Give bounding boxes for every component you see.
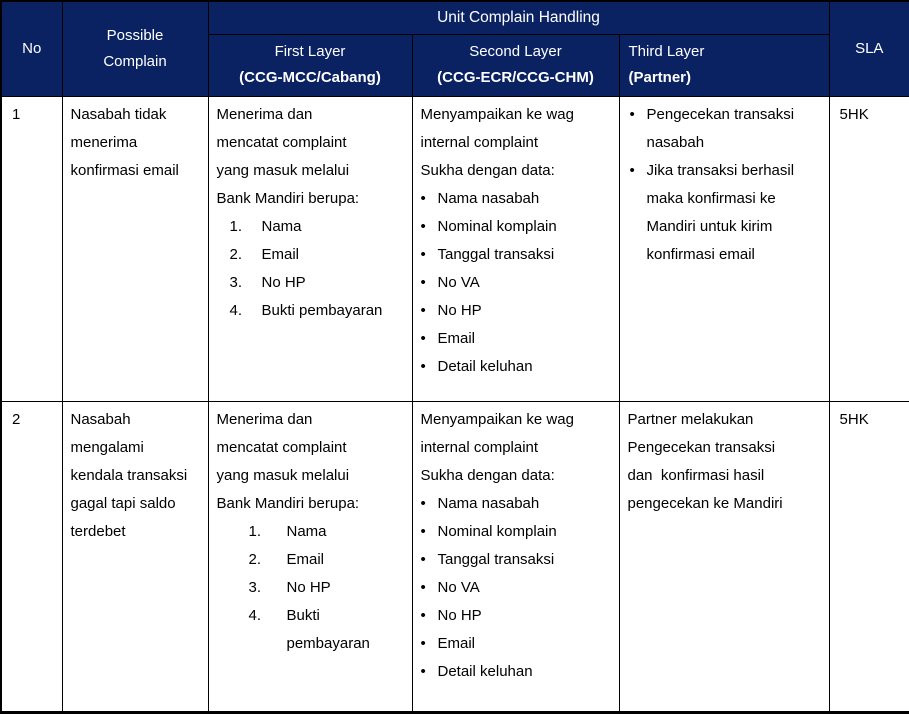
- list-item: [421, 353, 611, 381]
- bullet-icon: •: [420, 494, 426, 512]
- list-number: 4.: [248, 606, 262, 624]
- table-row: [1, 96, 909, 401]
- row2-second-layer-cell: [412, 401, 619, 712]
- list-item-text: Tanggal transaksi: [437, 550, 555, 568]
- list-item: [628, 101, 821, 157]
- bullet-icon: •: [420, 217, 426, 235]
- list-item-text: No VA: [437, 578, 480, 596]
- list-item-text: Bukti pembayaran: [261, 301, 383, 319]
- first-layer-intro: Menerima dan mencatat complaint yang masuk melalui Bank Mandiri berupa:: [216, 105, 360, 207]
- second-layer-intro: Menyampaikan ke wag internal complaint Sukha dengan data:: [420, 105, 574, 179]
- list-item-text: No HP: [286, 578, 331, 596]
- first-layer-numbered-list: [217, 518, 404, 658]
- list-item-text: No HP: [261, 273, 306, 291]
- list-item: [628, 157, 821, 269]
- header-sla: [829, 1, 909, 96]
- row1-no-cell: [1, 96, 62, 401]
- list-item-text: Bukti pembayaran: [286, 606, 370, 652]
- list-item: [249, 546, 404, 574]
- table-row: [1, 401, 909, 712]
- header-possible-complain: [62, 1, 208, 96]
- bullet-icon: •: [629, 105, 635, 123]
- bullet-icon: •: [420, 578, 426, 596]
- header-group-title: [208, 1, 829, 34]
- header-third-layer-line2: (Partner): [628, 69, 692, 86]
- third-layer-bullet-list: [628, 101, 821, 269]
- bullet-icon: •: [420, 189, 426, 207]
- list-item: [230, 269, 404, 297]
- list-item: [421, 602, 611, 630]
- list-item: [421, 630, 611, 658]
- row2-first-layer-cell: [208, 401, 412, 712]
- list-item: [230, 241, 404, 269]
- row1-third-layer-cell: [619, 96, 829, 401]
- bullet-icon: •: [420, 273, 426, 291]
- list-number: 4.: [229, 301, 243, 319]
- list-item: [421, 574, 611, 602]
- list-item-text: No VA: [437, 273, 480, 291]
- list-number: 1.: [248, 522, 262, 540]
- row1-second-layer-cell: [412, 96, 619, 401]
- list-item: [421, 546, 611, 574]
- sla-value: 5HK: [839, 105, 869, 123]
- list-item-text: No HP: [437, 606, 482, 624]
- header-group-title-label: Unit Complain Handling: [437, 8, 600, 26]
- bullet-icon: •: [420, 606, 426, 624]
- header-third-layer-line1: Third Layer: [628, 43, 705, 60]
- bullet-icon: •: [420, 245, 426, 263]
- possible-complain-text: Nasabah tidak menerima konfirmasi email: [70, 105, 179, 179]
- bullet-icon: •: [420, 662, 426, 680]
- list-item: [421, 325, 611, 353]
- possible-complain-text: Nasabah mengalami kendala transaksi gagal tapi saldo terdebet: [70, 410, 188, 540]
- bullet-icon: •: [420, 550, 426, 568]
- row2-no-cell: [1, 401, 62, 712]
- list-item-text: Email: [437, 634, 476, 652]
- bullet-icon: •: [629, 161, 635, 179]
- list-item: [230, 297, 404, 325]
- first-layer-intro: Menerima dan mencatat complaint yang masuk melalui Bank Mandiri berupa:: [216, 410, 360, 512]
- list-item-text: Nama: [286, 522, 327, 540]
- header-first-layer-line1: First Layer: [274, 43, 346, 60]
- list-number: 1.: [229, 217, 243, 235]
- first-layer-numbered-list: [217, 213, 404, 325]
- header-third-layer: [619, 34, 829, 96]
- list-number: 2.: [229, 245, 243, 263]
- list-item: [249, 518, 404, 546]
- second-layer-bullet-list: [421, 185, 611, 381]
- second-layer-intro: Menyampaikan ke wag internal complaint Sukha dengan data:: [420, 410, 574, 484]
- row2-possible-complain-cell: [62, 401, 208, 712]
- list-item-text: Nama: [261, 217, 302, 235]
- third-layer-text: Partner melakukan Pengecekan transaksi dan konfirmasi hasil pengecekan ke Mandiri: [627, 410, 783, 512]
- list-item-text: Nama nasabah: [437, 494, 540, 512]
- bullet-icon: •: [420, 329, 426, 347]
- row2-third-layer-cell: [619, 401, 829, 712]
- row1-sla-cell: [829, 96, 909, 401]
- list-item-text: Pengecekan transaksi nasabah: [646, 105, 795, 151]
- list-item: [421, 213, 611, 241]
- header-first-layer-line2: (CCG-MCC/Cabang): [239, 69, 381, 86]
- list-item-text: Email: [286, 550, 325, 568]
- list-item-text: Detail keluhan: [437, 662, 533, 680]
- list-item-text: Email: [261, 245, 300, 263]
- header-second-layer-line2: (CCG-ECR/CCG-CHM): [437, 69, 594, 86]
- list-item: [249, 574, 404, 602]
- list-number: 3.: [248, 578, 262, 596]
- bullet-icon: •: [420, 301, 426, 319]
- header-first-layer: [208, 34, 412, 96]
- second-layer-bullet-list: [421, 490, 611, 686]
- list-item-text: Nama nasabah: [437, 189, 540, 207]
- list-item: [421, 518, 611, 546]
- bullet-icon: •: [420, 634, 426, 652]
- row1-first-layer-cell: [208, 96, 412, 401]
- list-item: [421, 658, 611, 686]
- header-possible-complain-line1: Possible: [106, 26, 164, 44]
- list-item-text: Jika transaksi berhasil maka konfirmasi ke Mandiri untuk kirim konfirmasi email: [646, 161, 795, 263]
- bullet-icon: •: [420, 522, 426, 540]
- list-item: [421, 241, 611, 269]
- list-item: [421, 297, 611, 325]
- list-item-text: Email: [437, 329, 476, 347]
- row-number: 1: [12, 105, 21, 123]
- list-item-text: Detail keluhan: [437, 357, 533, 375]
- list-item: [421, 490, 611, 518]
- header-second-layer: [412, 34, 619, 96]
- header-no: [1, 1, 62, 96]
- list-item-text: Nominal komplain: [437, 522, 557, 540]
- list-item: [421, 269, 611, 297]
- bullet-icon: •: [420, 357, 426, 375]
- sla-value: 5HK: [839, 410, 869, 428]
- header-sla-label: SLA: [855, 39, 884, 57]
- header-row-group: [1, 1, 909, 34]
- list-item-text: Nominal komplain: [437, 217, 557, 235]
- row-number: 2: [12, 410, 21, 428]
- list-number: 2.: [248, 550, 262, 568]
- header-second-layer-line1: Second Layer: [469, 43, 562, 60]
- row1-possible-complain-cell: [62, 96, 208, 401]
- list-number: 3.: [229, 273, 243, 291]
- row2-sla-cell: [829, 401, 909, 712]
- list-item-text: Tanggal transaksi: [437, 245, 555, 263]
- list-item-text: No HP: [437, 301, 482, 319]
- list-item: [230, 213, 404, 241]
- list-item: [249, 602, 404, 658]
- list-item: [421, 185, 611, 213]
- header-possible-complain-line2: Complain: [103, 52, 167, 70]
- header-no-label: No: [22, 39, 42, 57]
